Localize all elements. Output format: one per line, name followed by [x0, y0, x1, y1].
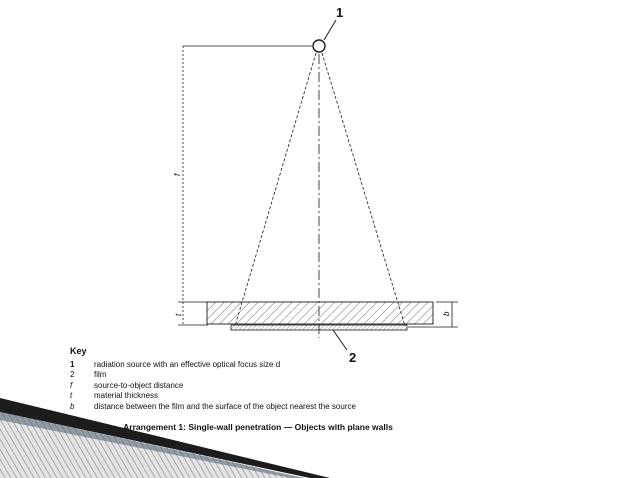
- key-item: [70, 402, 450, 413]
- key-title: Key: [70, 346, 87, 356]
- key-legend: [70, 346, 450, 412]
- film-number-label: 2: [349, 350, 357, 365]
- key-text: material thickness: [94, 391, 159, 400]
- key-symbol: t: [70, 391, 73, 400]
- key-text: film: [94, 370, 107, 379]
- key-item: [70, 370, 450, 381]
- radiation-source-circle: [313, 40, 325, 52]
- key-symbol: 2: [70, 370, 75, 379]
- key-symbol: 1: [70, 359, 75, 369]
- key-text: radiation source with an effective optical focus size d: [94, 359, 281, 369]
- source-to-object-dimension: [178, 46, 312, 325]
- key-text: distance between the film and the surface of the object nearest the source: [94, 401, 356, 411]
- t-dimension-label: t: [174, 313, 183, 316]
- film: [231, 325, 407, 330]
- key-item: [70, 360, 450, 371]
- b-dimension-label: b: [442, 311, 451, 316]
- key-item: [70, 391, 450, 402]
- key-text: source-to-object distance: [94, 380, 184, 390]
- key-item: [70, 381, 450, 392]
- beam-cone: [235, 53, 405, 326]
- source-number-label: 1: [336, 5, 344, 20]
- key-symbol: f: [70, 380, 73, 390]
- key-symbol: b: [70, 401, 75, 411]
- object-plate: [207, 302, 433, 324]
- figure-caption: Arrangement 1: Single-wall penetration — Objects with plane walls: [123, 422, 393, 432]
- f-dimension-label: f: [173, 173, 182, 176]
- source-leader-line: [324, 20, 336, 40]
